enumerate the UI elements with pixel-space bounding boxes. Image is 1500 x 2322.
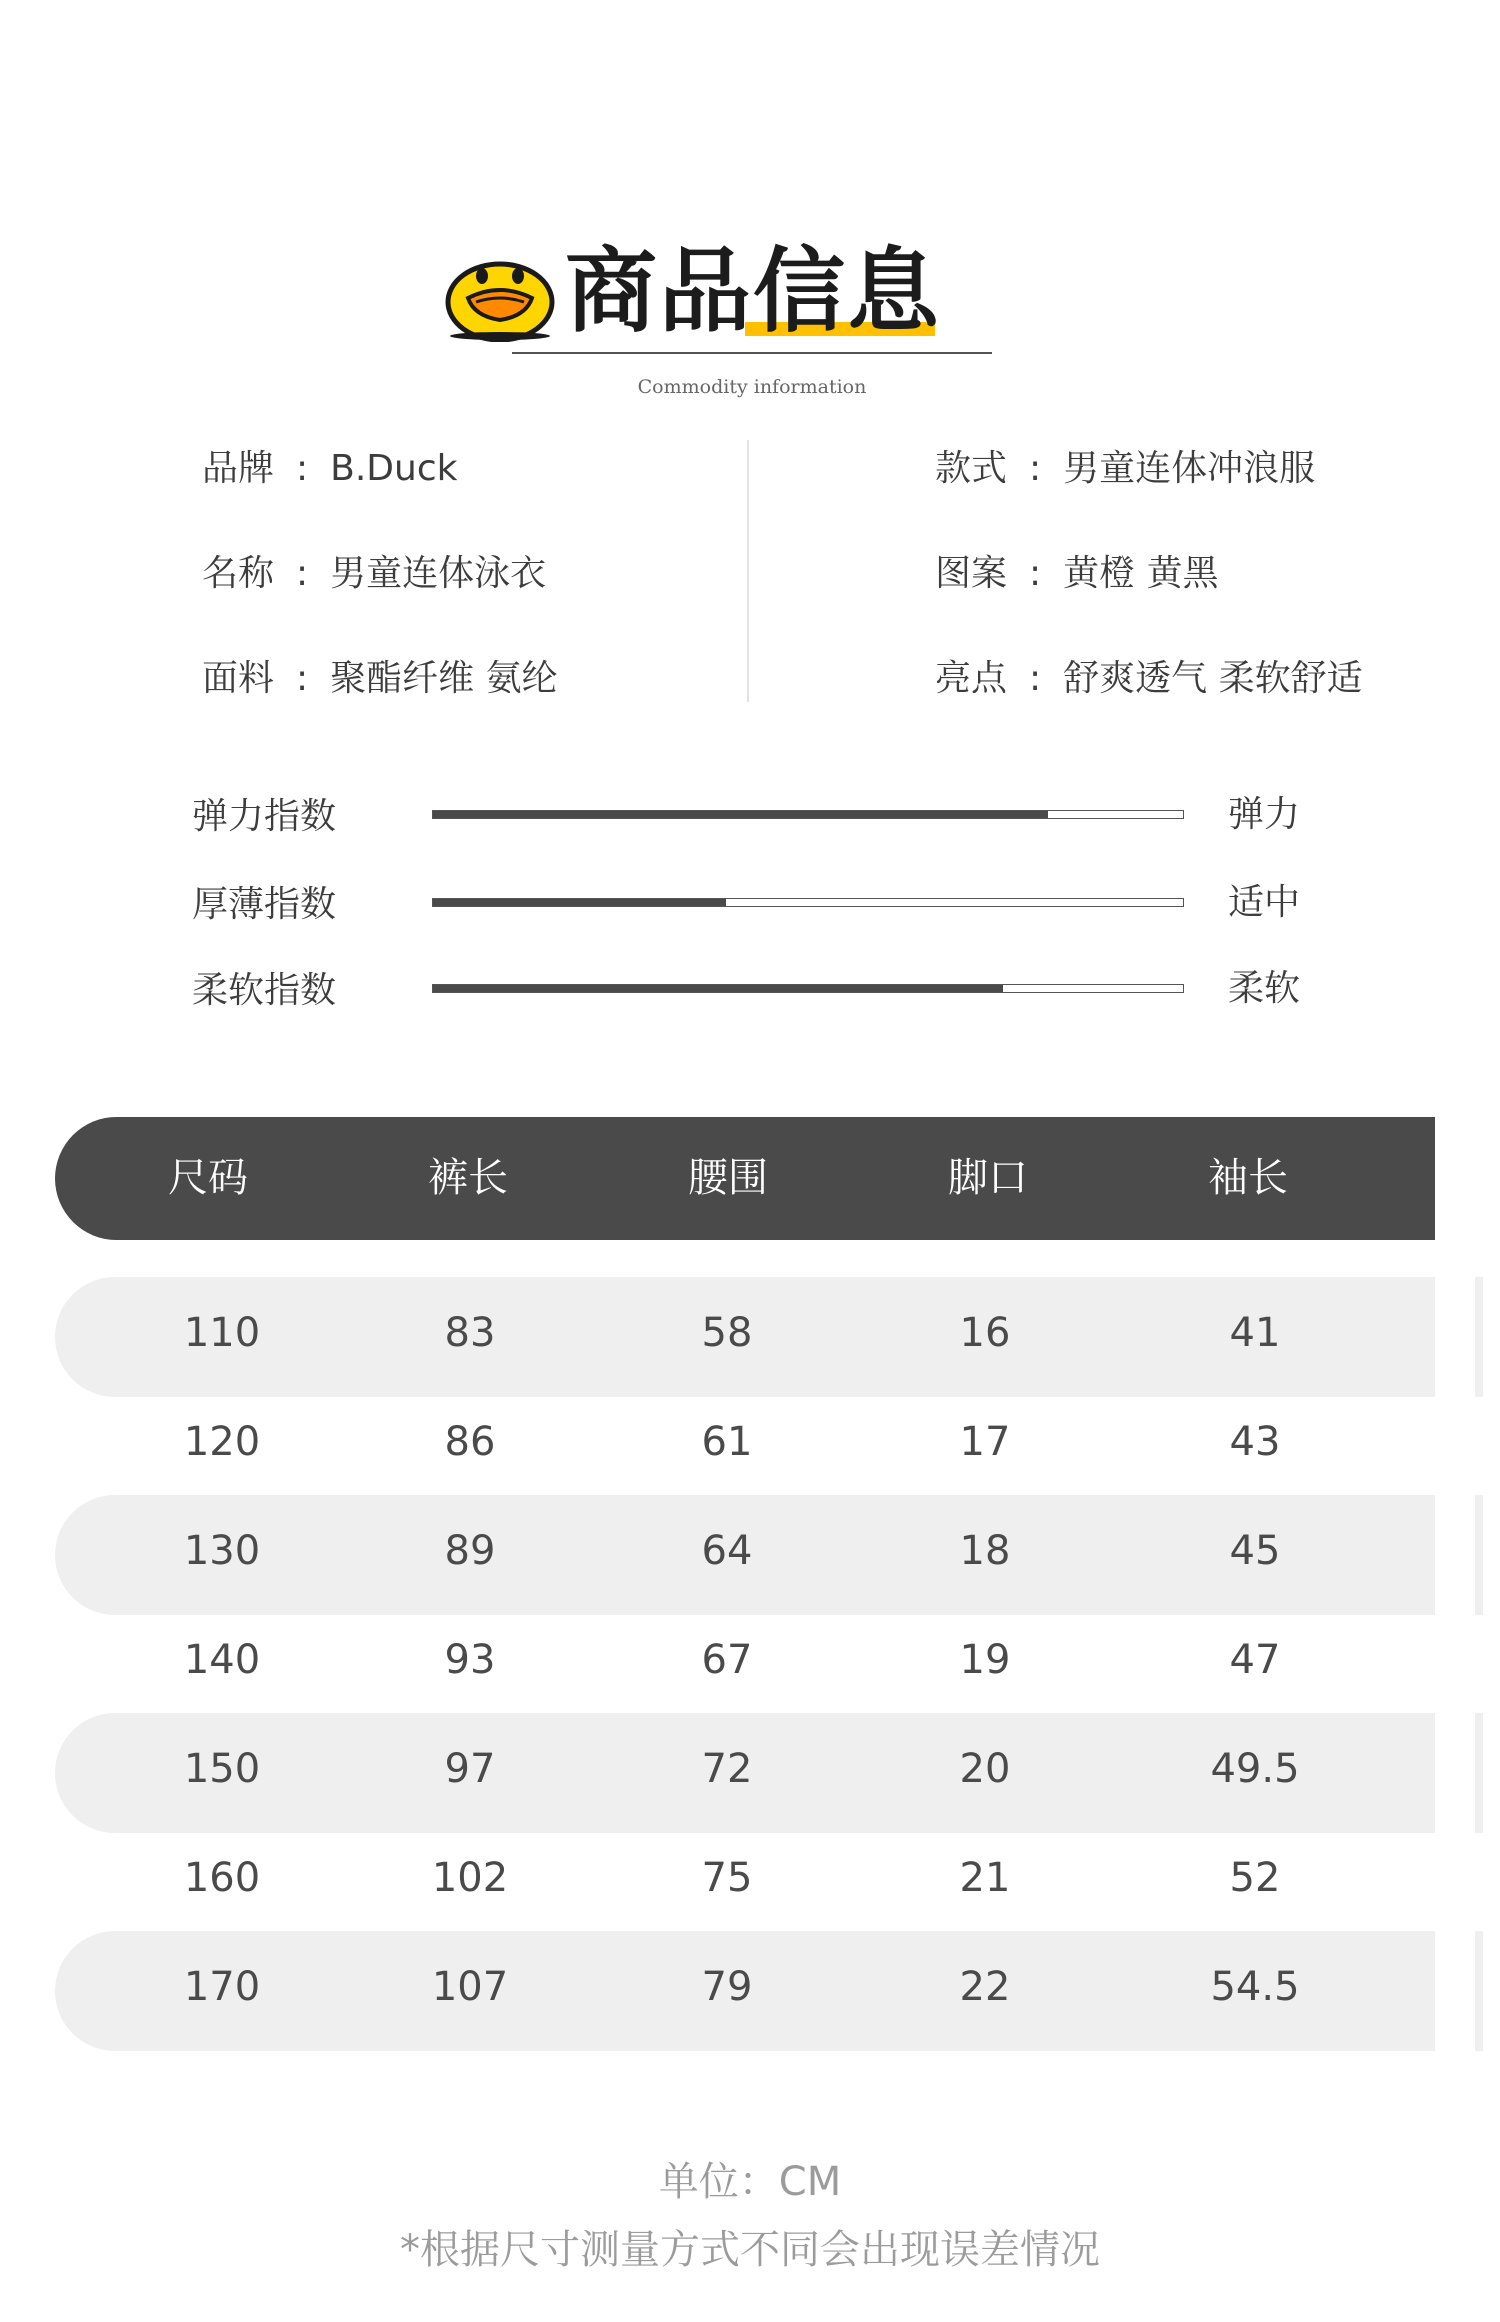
table-cell: 67 <box>701 1637 753 1683</box>
info-highlight-value: 舒爽透气 柔软舒适 <box>1063 658 1363 699</box>
table-cell: 16 <box>959 1310 1011 1356</box>
table-cell: 41 <box>1229 1310 1281 1356</box>
unit-label: 单位：CM <box>658 2159 842 2205</box>
meter-label-thickness: 厚薄指数 <box>192 884 337 925</box>
info-name-value: 男童连体泳衣 <box>330 553 547 594</box>
table-cell: 52 <box>1229 1855 1281 1901</box>
info-highlight-label: 亮点 <box>935 658 1008 699</box>
info-fabric-value: 聚酯纤维 氨纶 <box>330 658 558 699</box>
info-divider <box>747 440 749 702</box>
title-divider <box>512 352 992 354</box>
table-row-edge <box>1475 1495 1483 1615</box>
colon: : <box>1029 553 1042 594</box>
table-cell: 102 <box>431 1855 509 1901</box>
table-cell: 58 <box>701 1310 753 1356</box>
info-pattern-label: 图案 <box>935 553 1008 594</box>
table-cell: 54.5 <box>1210 1964 1300 2010</box>
table-cell: 107 <box>431 1964 509 2010</box>
meter-track-elasticity <box>432 810 1184 819</box>
info-style-value: 男童连体冲浪服 <box>1063 448 1316 489</box>
table-header-leg-opening: 脚口 <box>948 1155 1028 1201</box>
meter-track-thickness <box>432 898 1184 907</box>
page-subtitle: Commodity information <box>637 376 867 398</box>
table-header-waist: 腰围 <box>688 1155 768 1201</box>
info-style-label: 款式 <box>935 448 1008 489</box>
meter-value-elasticity: 弹力 <box>1228 794 1301 835</box>
table-cell: 72 <box>701 1746 753 1792</box>
table-header-pants-length: 裤长 <box>428 1155 508 1201</box>
table-cell: 64 <box>701 1528 753 1574</box>
info-pattern-value: 黄橙 黄黑 <box>1063 553 1219 594</box>
table-cell: 160 <box>183 1855 261 1901</box>
table-cell: 43 <box>1229 1419 1281 1465</box>
duck-logo-icon <box>440 246 560 342</box>
meter-fill <box>433 811 1048 818</box>
table-cell: 150 <box>183 1746 261 1792</box>
meter-value-thickness: 适中 <box>1228 882 1301 923</box>
colon: : <box>1029 448 1042 489</box>
table-cell: 170 <box>183 1964 261 2010</box>
table-cell: 97 <box>444 1746 496 1792</box>
table-cell: 110 <box>183 1310 261 1356</box>
table-cell: 75 <box>701 1855 753 1901</box>
page-title: 商品信息 <box>565 238 942 345</box>
info-highlight <box>935 650 1363 701</box>
table-cell: 45 <box>1229 1528 1281 1574</box>
table-cell: 47 <box>1229 1637 1281 1683</box>
table-cell: 21 <box>959 1855 1011 1901</box>
table-cell: 61 <box>701 1419 753 1465</box>
info-pattern <box>935 545 1219 596</box>
measurement-note: *根据尺寸测量方式不同会出现误差情况 <box>400 2227 1100 2273</box>
info-brand-label: 品牌 <box>202 448 275 489</box>
info-name-label: 名称 <box>202 553 275 594</box>
table-cell: 140 <box>183 1637 261 1683</box>
table-cell: 130 <box>183 1528 261 1574</box>
info-brand <box>202 440 457 491</box>
meter-fill <box>433 985 1003 992</box>
table-row-edge <box>1475 1931 1483 2051</box>
table-cell: 19 <box>959 1637 1011 1683</box>
meter-value-softness: 柔软 <box>1228 968 1301 1009</box>
table-cell: 120 <box>183 1419 261 1465</box>
info-name <box>202 545 546 596</box>
table-row-edge <box>1475 1713 1483 1833</box>
colon: : <box>296 553 309 594</box>
table-cell: 17 <box>959 1419 1011 1465</box>
meter-label-elasticity: 弹力指数 <box>192 796 337 837</box>
table-header-size: 尺码 <box>168 1155 248 1201</box>
meter-label-softness: 柔软指数 <box>192 970 337 1011</box>
table-header-sleeve-length: 袖长 <box>1208 1155 1288 1201</box>
info-fabric-label: 面料 <box>202 658 275 699</box>
table-cell: 49.5 <box>1210 1746 1300 1792</box>
table-cell: 22 <box>959 1964 1011 2010</box>
colon: : <box>1029 658 1042 699</box>
table-cell: 86 <box>444 1419 496 1465</box>
table-cell: 79 <box>701 1964 753 2010</box>
info-fabric <box>202 650 558 701</box>
table-cell: 18 <box>959 1528 1011 1574</box>
table-cell: 89 <box>444 1528 496 1574</box>
table-cell: 93 <box>444 1637 496 1683</box>
meter-fill <box>433 899 726 906</box>
meter-track-softness <box>432 984 1184 993</box>
table-cell: 20 <box>959 1746 1011 1792</box>
table-row-edge <box>1475 1277 1483 1397</box>
table-cell: 83 <box>444 1310 496 1356</box>
colon: : <box>296 448 309 489</box>
info-brand-value: B.Duck <box>330 448 458 489</box>
colon: : <box>296 658 309 699</box>
info-style <box>935 440 1315 491</box>
